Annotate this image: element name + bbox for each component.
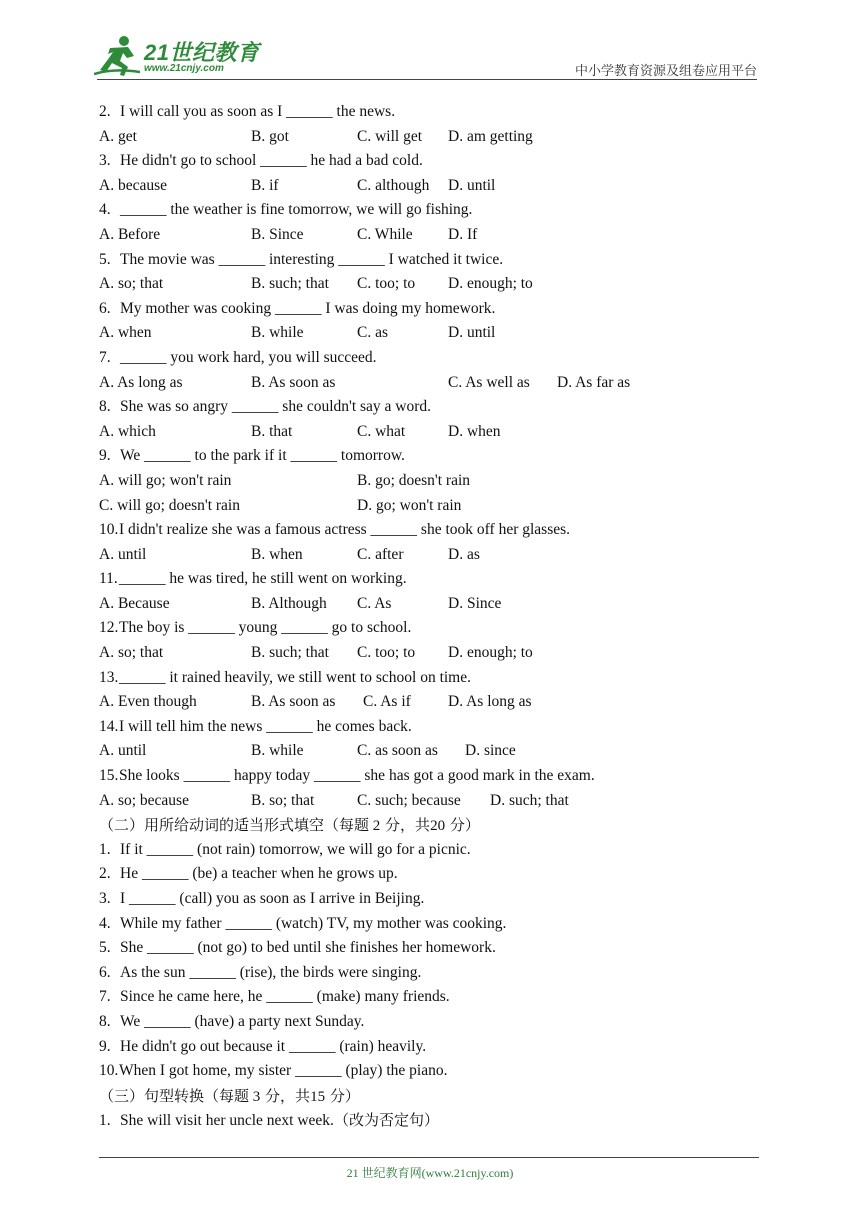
question-line xyxy=(99,666,739,691)
question-line xyxy=(99,248,739,273)
answer-option[interactable]: A. until xyxy=(99,742,147,760)
question-line xyxy=(99,1010,739,1035)
answer-option[interactable]: B. Since xyxy=(251,225,304,243)
answer-option[interactable]: B. Although xyxy=(251,594,327,612)
question-line xyxy=(99,567,739,592)
page-header xyxy=(0,0,860,90)
answer-option[interactable]: C. As xyxy=(357,594,392,612)
question-number: 3. xyxy=(99,890,111,907)
options-line xyxy=(99,690,739,715)
answer-option[interactable]: B. got xyxy=(251,127,289,145)
options-line xyxy=(99,371,739,396)
answer-option[interactable]: A. because xyxy=(99,176,167,194)
question-number: 7. xyxy=(99,348,111,366)
answer-option[interactable]: B. such; that xyxy=(251,644,329,662)
answer-option[interactable]: B. so; that xyxy=(251,791,315,809)
options-line xyxy=(99,272,739,297)
fill-in-section xyxy=(99,838,739,1084)
answer-option[interactable]: C. As if xyxy=(363,693,411,711)
question-line xyxy=(99,1059,739,1084)
answer-option[interactable]: A. which xyxy=(99,422,156,440)
options-line xyxy=(99,174,739,199)
answer-option[interactable]: D. until xyxy=(448,324,496,342)
question-line xyxy=(99,297,739,322)
question-text: As the sun ______ (rise), the birds were singing. xyxy=(120,963,422,981)
question-line xyxy=(99,346,739,371)
question-line xyxy=(99,518,739,543)
answer-option[interactable]: C. although xyxy=(357,176,430,194)
question-line xyxy=(99,887,739,912)
answer-option[interactable]: A. until xyxy=(99,545,147,563)
site-logo[interactable] xyxy=(94,34,264,80)
answer-option[interactable]: D. As long as xyxy=(448,693,532,711)
answer-option[interactable]: D. enough; to xyxy=(448,275,533,293)
question-line xyxy=(99,395,739,420)
question-line xyxy=(99,149,739,174)
answer-option[interactable]: A. will go; won't rain xyxy=(99,471,232,489)
options-line xyxy=(99,469,739,494)
question-number: 14. xyxy=(99,717,119,735)
answer-option[interactable]: A. As long as xyxy=(99,373,183,391)
footer-divider xyxy=(99,1157,759,1158)
question-text: She will visit her uncle next week. xyxy=(120,1112,334,1130)
answer-option[interactable]: B. while xyxy=(251,324,304,342)
question-text: My mother was cooking ______ I was doing my homework. xyxy=(120,299,496,317)
answer-option[interactable]: C. As well as xyxy=(448,373,530,391)
answer-option[interactable]: D. until xyxy=(448,176,496,194)
answer-option[interactable]: A. so; because xyxy=(99,791,189,809)
options-line xyxy=(99,641,739,666)
question-text: ______ it rained heavily, we still went to school on time. xyxy=(119,668,471,686)
question-number: 5. xyxy=(99,250,111,268)
question-number: 6. xyxy=(99,299,111,317)
options-line xyxy=(99,789,739,814)
question-text: We ______ to the park if it ______ tomorrow. xyxy=(120,447,405,465)
runner-logo-icon xyxy=(94,34,146,78)
question-text: ______ he was tired, he still went on working. xyxy=(119,570,407,588)
header-divider xyxy=(97,79,757,80)
section-3-title: （三）句型转换（每题 3 分，共15 分） xyxy=(99,1086,360,1105)
question-number: 6. xyxy=(99,963,111,981)
answer-option[interactable]: D. am getting xyxy=(448,127,533,145)
answer-option[interactable]: C. after xyxy=(357,545,404,563)
question-line xyxy=(99,444,739,469)
answer-option[interactable]: D. enough; to xyxy=(448,644,533,662)
question-text: The movie was ______ interesting ______ I watched it twice. xyxy=(120,250,504,268)
answer-option[interactable]: B. As soon as xyxy=(251,693,336,711)
question-text: If it ______ (not rain) tomorrow, we will go for a picnic. xyxy=(120,840,471,858)
answer-option[interactable]: B. such; that xyxy=(251,275,329,293)
question-line xyxy=(99,838,739,863)
answer-option[interactable]: A. so; that xyxy=(99,644,164,662)
answer-option[interactable]: D. If xyxy=(448,225,478,243)
page-footer[interactable]: 21 世纪教育网(www.21cnjy.com) xyxy=(346,1166,514,1180)
question-number: 9. xyxy=(99,1037,111,1055)
question-text: He didn't go out because it ______ (rain) heavily. xyxy=(120,1037,427,1055)
question-line xyxy=(99,715,739,740)
multiple-choice-section xyxy=(99,100,739,813)
options-line xyxy=(99,739,739,764)
answer-option[interactable]: C. such; because xyxy=(357,791,461,809)
question-text: He didn't go to school ______ he had a bad cold. xyxy=(120,152,423,170)
options-line xyxy=(99,494,739,519)
question-number: 1. xyxy=(99,840,111,858)
question-number: 2. xyxy=(99,103,111,120)
question-number: 10. xyxy=(99,521,119,539)
question-line xyxy=(99,912,739,937)
answer-option[interactable]: C. too; to xyxy=(357,644,416,662)
question-text: When I got home, my sister ______ (play) the piano. xyxy=(119,1062,448,1080)
answer-option[interactable]: A. Before xyxy=(99,225,161,243)
question-number: 11. xyxy=(99,570,118,588)
answer-option[interactable]: B. while xyxy=(251,742,304,760)
options-line xyxy=(99,125,739,150)
answer-option[interactable]: C. too; to xyxy=(357,275,416,293)
question-text: She was so angry ______ she couldn't say a word. xyxy=(120,398,432,416)
question-line xyxy=(99,198,739,223)
answer-option[interactable]: C. as xyxy=(357,324,388,342)
question-line xyxy=(99,1035,739,1060)
question-text: ______ the weather is fine tomorrow, we will go fishing. xyxy=(120,201,473,219)
question-number: 3. xyxy=(99,152,111,170)
question-text: I will call you as soon as I ______ the news. xyxy=(120,103,396,120)
answer-option[interactable]: C. what xyxy=(357,422,406,440)
question-text: She looks ______ happy today ______ she has got a good mark in the exam. xyxy=(119,767,595,785)
question-number: 5. xyxy=(99,939,111,957)
question-text: We ______ (have) a party next Sunday. xyxy=(120,1012,365,1030)
question-line xyxy=(99,936,739,961)
question-number: 4. xyxy=(99,914,111,932)
answer-option[interactable]: A. when xyxy=(99,324,152,342)
question-line xyxy=(99,100,739,125)
question-line xyxy=(99,1108,739,1133)
header-platform-text: 中小学教育资源及组卷应用平台 xyxy=(574,64,757,79)
answer-option[interactable]: C. will get xyxy=(357,127,423,145)
question-number: 8. xyxy=(99,398,111,416)
worksheet-content xyxy=(99,100,739,1133)
answer-option[interactable]: B. that xyxy=(251,422,293,440)
question-number: 7. xyxy=(99,988,111,1006)
question-text: I didn't realize she was a famous actress ______ she took off her glasses. xyxy=(119,521,571,539)
options-line xyxy=(99,592,739,617)
answer-option[interactable]: D. go; won't rain xyxy=(357,496,462,514)
options-line xyxy=(99,420,739,445)
question-text: I ______ (call) you as soon as I arrive in Beijing. xyxy=(120,890,425,907)
answer-option[interactable]: C. While xyxy=(357,225,413,243)
answer-option[interactable]: B. when xyxy=(251,545,303,563)
answer-option[interactable]: D. such; that xyxy=(490,791,569,809)
question-number: 2. xyxy=(99,865,111,883)
question-number: 13. xyxy=(99,668,119,686)
answer-option[interactable]: B. As soon as xyxy=(251,373,336,391)
options-line xyxy=(99,543,739,568)
question-line xyxy=(99,616,739,641)
question-text: He ______ (be) a teacher when he grows up. xyxy=(120,865,398,883)
question-line xyxy=(99,862,739,887)
section-2-title: （二）用所给动词的适当形式填空（每题 2 分，共20 分） xyxy=(99,816,480,835)
answer-option[interactable]: D. Since xyxy=(448,594,502,612)
options-line xyxy=(99,223,739,248)
question-number: 4. xyxy=(99,201,111,219)
answer-option[interactable]: B. go; doesn't rain xyxy=(357,471,471,489)
question-text: She ______ (not go) to bed until she finishes her homework. xyxy=(120,939,496,957)
question-instruction: （改为否定句） xyxy=(333,1111,439,1130)
answer-option[interactable]: A. get xyxy=(99,127,137,145)
answer-option[interactable]: B. if xyxy=(251,176,279,194)
answer-option[interactable]: C. as soon as xyxy=(357,742,438,760)
answer-option[interactable]: A. so; that xyxy=(99,275,164,293)
question-number: 15. xyxy=(99,767,119,785)
options-line xyxy=(99,321,739,346)
answer-option[interactable]: D. when xyxy=(448,422,501,440)
question-text: While my father ______ (watch) TV, my mother was cooking. xyxy=(120,914,507,932)
logo-url: www.21cnjy.com xyxy=(144,63,224,74)
answer-option[interactable]: D. since xyxy=(465,742,516,760)
answer-option[interactable]: D. As far as xyxy=(557,373,631,391)
question-number: 10. xyxy=(99,1062,119,1080)
answer-option[interactable]: A. Even though xyxy=(99,693,197,711)
question-line xyxy=(99,961,739,986)
question-number: 9. xyxy=(99,447,111,465)
question-line xyxy=(99,985,739,1010)
question-number: 8. xyxy=(99,1012,111,1030)
logo-text: 21世纪教育 xyxy=(144,40,260,65)
answer-option[interactable]: A. Because xyxy=(99,594,170,612)
question-number: 1. xyxy=(99,1112,111,1130)
answer-option[interactable]: C. will go; doesn't rain xyxy=(99,496,240,514)
question-text: Since he came here, he ______ (make) many friends. xyxy=(120,988,450,1006)
question-line xyxy=(99,764,739,789)
question-text: I will tell him the news ______ he comes back. xyxy=(119,717,412,735)
answer-option[interactable]: D. as xyxy=(448,545,480,563)
question-text: The boy is ______ young ______ go to school. xyxy=(119,619,412,637)
question-text: ______ you work hard, you will succeed. xyxy=(120,348,377,366)
question-number: 12. xyxy=(99,619,119,637)
